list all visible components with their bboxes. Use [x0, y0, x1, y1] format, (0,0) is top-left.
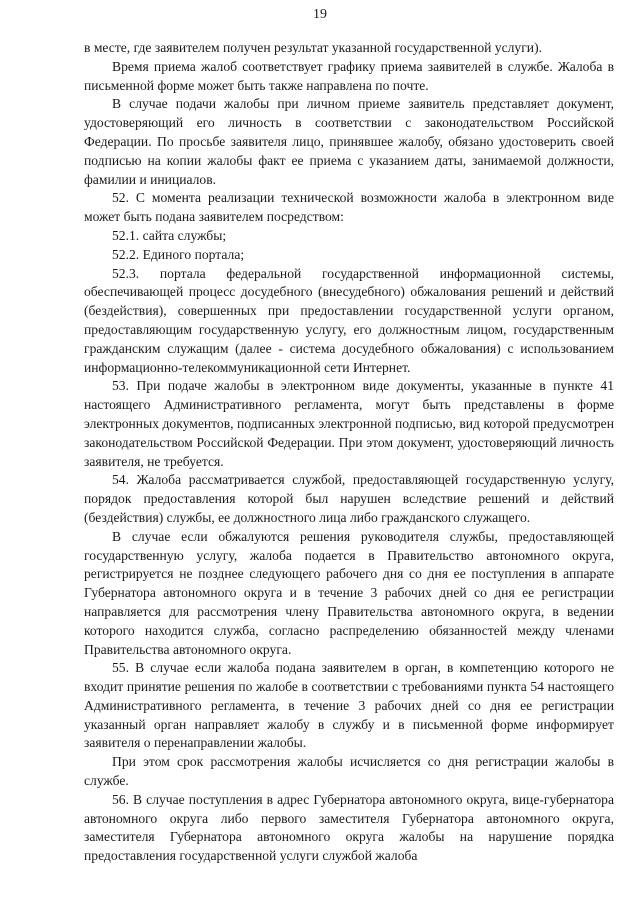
- paragraph-55-term: При этом срок рассмотрения жалобы исчисляется со дня регистрации жалобы в службе.: [84, 754, 614, 789]
- page-number: 19: [313, 7, 327, 22]
- paragraph-reception-time: Время приема жалоб соответствует графику приема заявителей в службе. Жалоба в письменной форме может быть также направлена по почте.: [84, 58, 614, 93]
- paragraph-52-2: 52.2. Единого портала;: [112, 246, 245, 262]
- paragraph-52-1: 52.1. сайта службы;: [112, 227, 227, 243]
- paragraph-52-3: 52.3. портала федеральной государственной информационной системы, обеспечивающей процесс досудебного (внесудебного) обжалования решений и действий (бездействия), совершенных при предоставлении государственной услуги органом, предоставляющим государственную услугу, его должностным лицом, государственным гражданским служащим (далее - система досудебного обжалования) с использованием информационно-телекоммуникационной сети Интернет.: [84, 265, 614, 375]
- paragraph-54-appeal-head: В случае если обжалуются решения руководителя службы, предоставляющей государственную услугу, жалоба подается в Правительство автономного округа, регистрируется не позднее следующего рабочего дня со дня ее поступления в аппарате Губернатора автономного округа и в течение 3 рабочих дней со дня ее регистрации направляется для рассмотрения члену Правительства автономного округа, в ведении которого находится служба, согласно распределению обязанностей между членами Правительства автономного округа.: [84, 528, 614, 657]
- paragraph-56: 56. В случае поступления в адрес Губернатора автономного округа, вице-губернатора автономного округа либо первого заместителя Губернатора автономного округа, заместителя Губернатора автономного округа жалобы на нарушение порядка предоставления государственной услуги службой жалоба: [84, 791, 614, 864]
- paragraph-53: 53. При подаче жалобы в электронном виде документы, указанные в пункте 41 настоящего Административного регламента, могут быть представлены в форме электронных документов, подписанных электронной подписью, вид которой предусмотрен законодательством Российской Федерации. При этом документ, удостоверяющий личность заявителя, не требуется.: [84, 378, 614, 469]
- paragraph-personal-submission: В случае подачи жалобы при личном приеме заявитель представляет документ, удостоверяющий его личность в соответствии с законодательством Российской Федерации. По просьбе заявителя лицо, принявшее жалобу, обязано удостоверить своей подписью на копии жалобы факт ее приема с указанием даты, занимаемой должности, фамилии и инициалов.: [84, 96, 614, 187]
- document-body: [84, 39, 614, 866]
- paragraph-continuation: в месте, где заявителем получен результат указанной государственной услуги).: [84, 40, 542, 55]
- paragraph-55: 55. В случае если жалоба подана заявителем в орган, в компетенцию которого не входит принятие решения по жалобе в соответствии с требованиями пункта 54 настоящего Административного регламента, в течение 3 рабочих дней со дня ее регистрации указанный орган направляет жалобу в службу и в письменной форме информирует заявителя о перенаправлении жалобы.: [84, 660, 614, 751]
- paragraph-54: 54. Жалоба рассматривается службой, предоставляющей государственную услугу, порядок предоставления которой был нарушен вследствие решений и действий (бездействия) службы, ее должностного лица либо гражданского служащего.: [84, 472, 614, 525]
- paragraph-52: 52. С момента реализации технической возможности жалоба в электронном виде может быть подана заявителем посредством:: [84, 190, 614, 225]
